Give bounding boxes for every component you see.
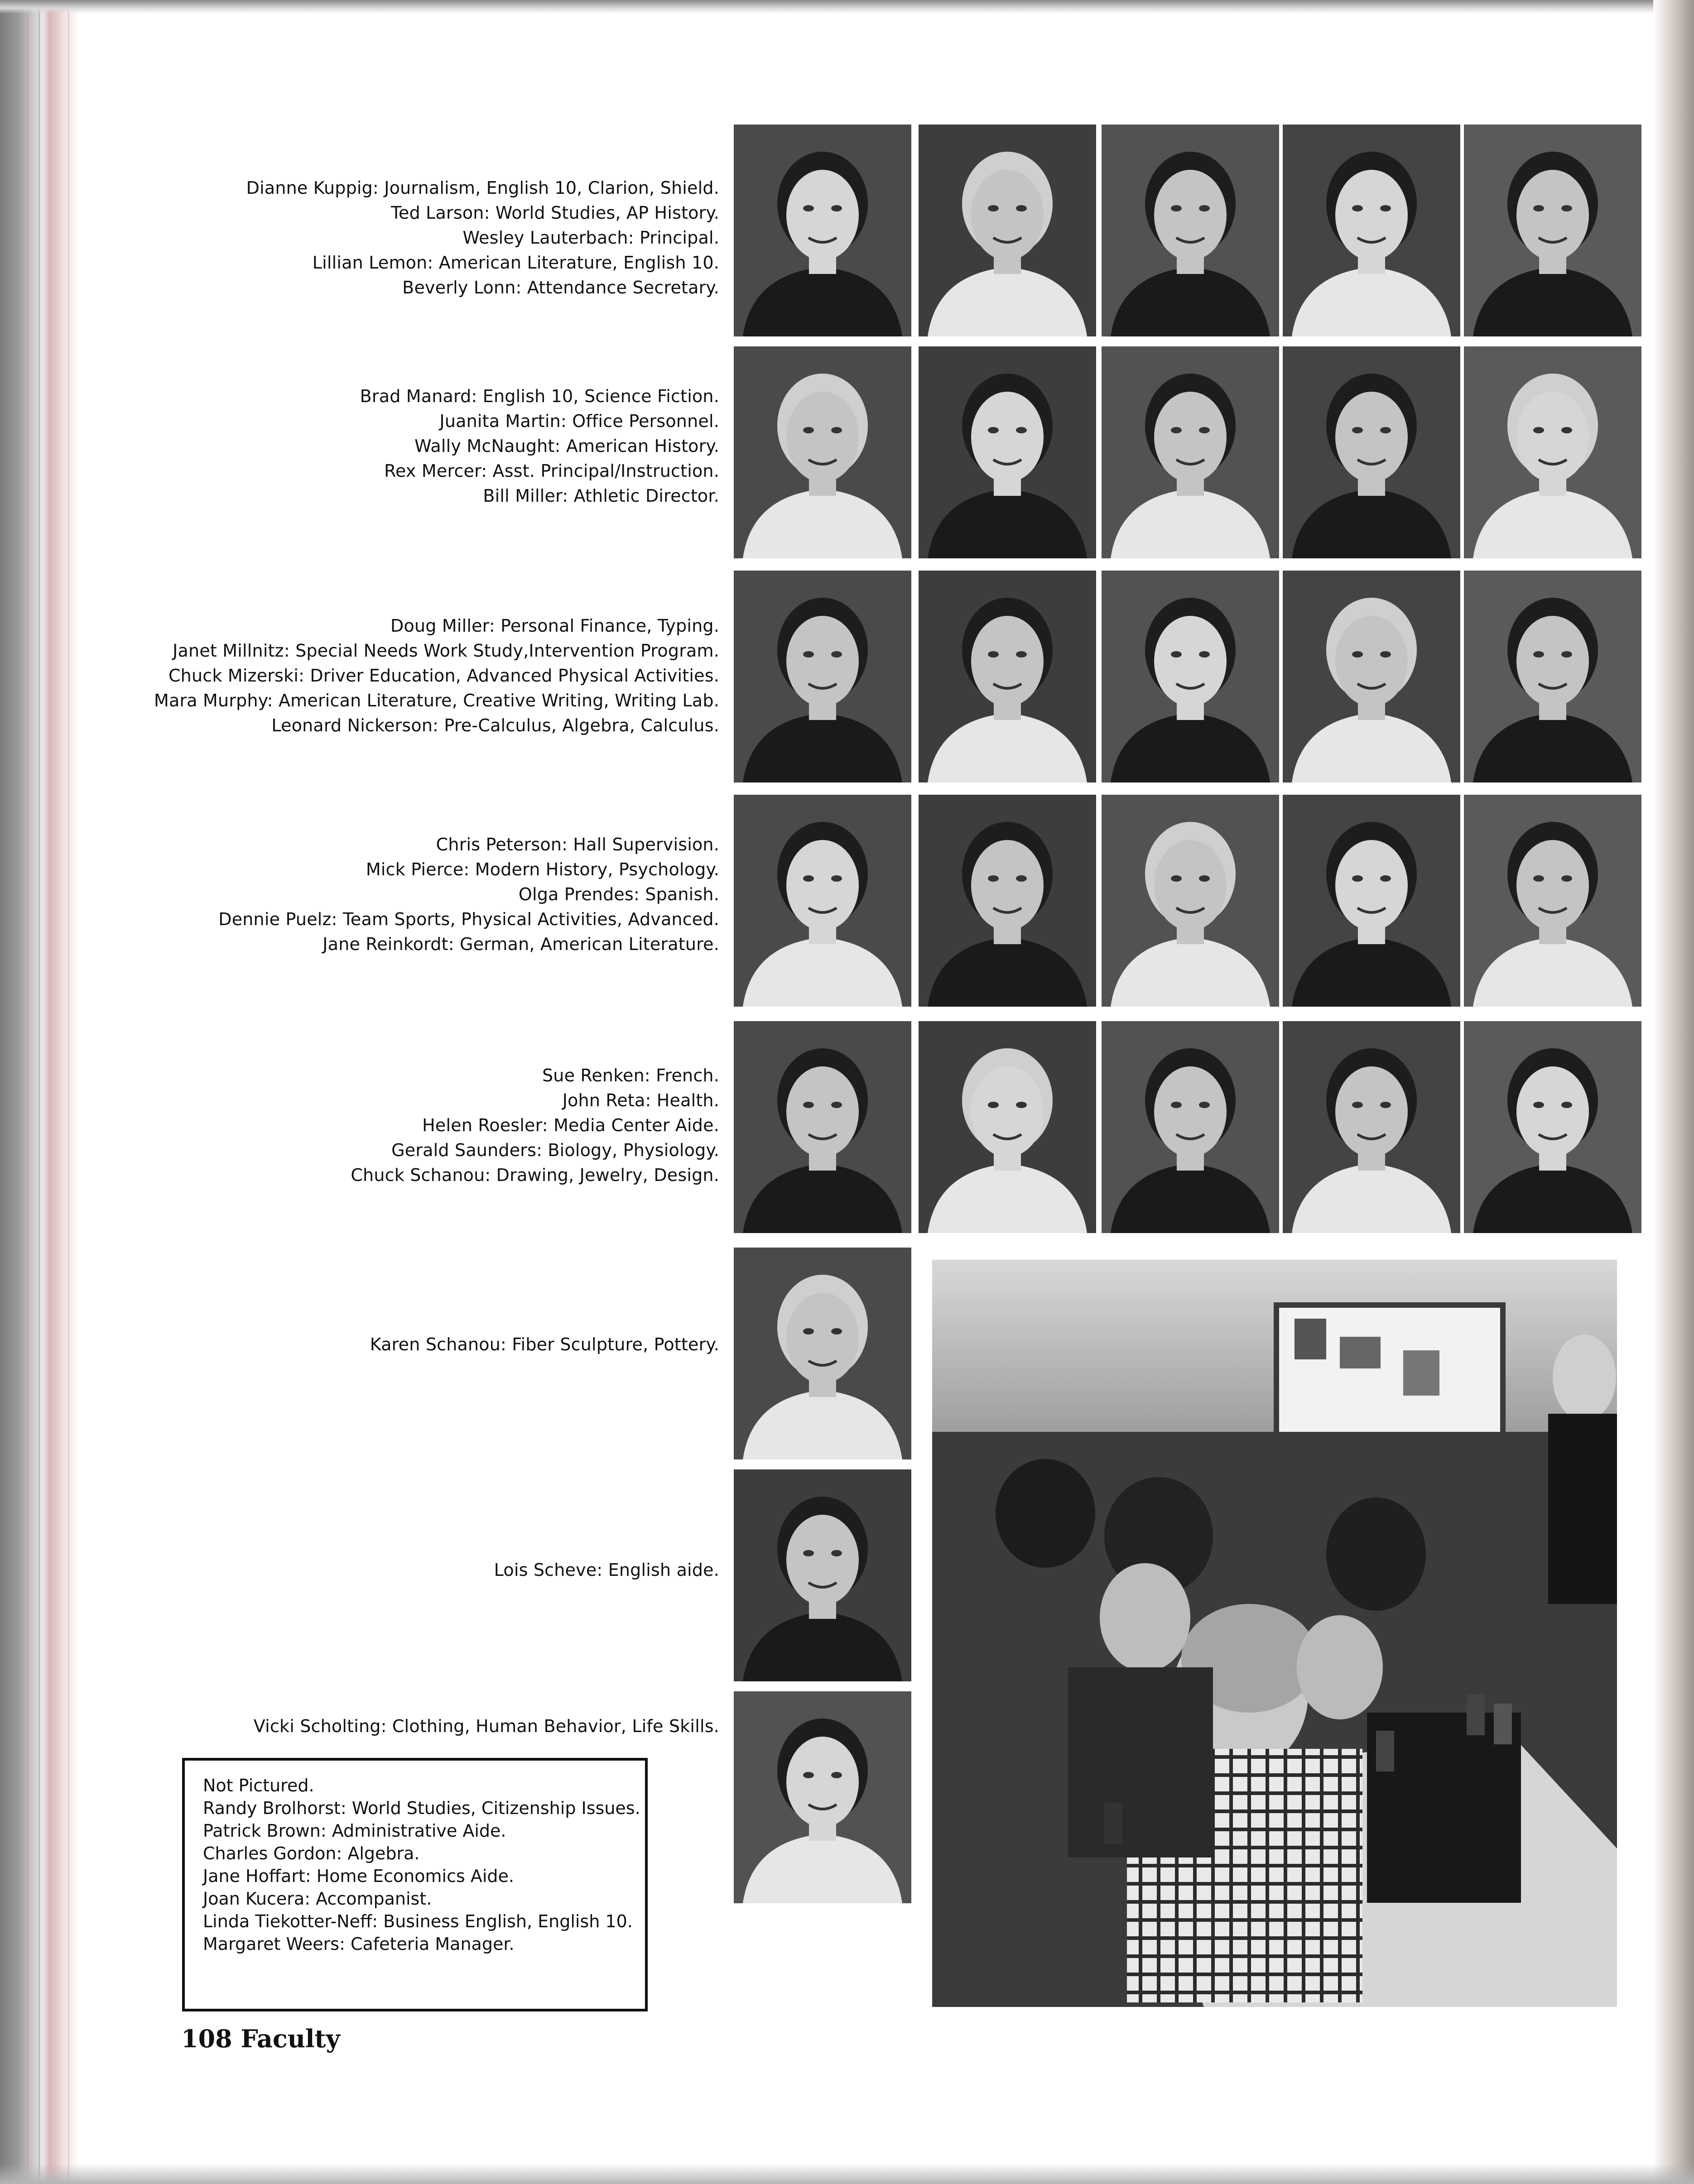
faculty-portrait: [1283, 1021, 1460, 1233]
not-pictured-heading: Not Pictured.: [203, 1776, 314, 1795]
caption-single-3: [254, 1714, 719, 1739]
faculty-portrait: [734, 571, 911, 782]
faculty-portrait: [1102, 571, 1279, 782]
caption-line: Helen Roesler: Media Center Aide.: [422, 1115, 719, 1135]
faculty-portrait: [734, 1469, 911, 1681]
caption-line: Chris Peterson: Hall Supervision.: [436, 835, 719, 854]
caption-line: Juanita Martin: Office Personnel.: [439, 411, 719, 431]
faculty-portrait: [734, 1248, 911, 1459]
caption-block-row-2: [360, 384, 719, 509]
caption-line: Karen Schanou: Fiber Sculpture, Pottery.: [370, 1334, 719, 1354]
caption-line: Sue Renken: French.: [542, 1066, 719, 1085]
faculty-portrait: [1283, 795, 1460, 1007]
caption-line: Chuck Mizerski: Driver Education, Advanced Physical Activities.: [168, 666, 719, 686]
faculty-portrait: [1102, 125, 1279, 336]
faculty-portrait: [1464, 571, 1641, 782]
faculty-portrait: [919, 795, 1096, 1007]
caption-line: Leonard Nickerson: Pre-Calculus, Algebra, Calculus.: [271, 715, 719, 735]
faculty-portrait: [734, 1691, 911, 1903]
caption-line: Chuck Schanou: Drawing, Jewelry, Design.: [351, 1165, 719, 1185]
caption-line: Dianne Kuppig: Journalism, English 10, Clarion, Shield.: [246, 178, 719, 198]
faculty-portrait: [734, 795, 911, 1007]
candid-cafeteria-photo: [932, 1260, 1617, 2007]
book-binding: [0, 0, 88, 2184]
faculty-portrait: [1464, 346, 1641, 558]
faculty-portrait: [919, 1021, 1096, 1233]
not-pictured-item: Randy Brolhorst: World Studies, Citizenship Issues.: [203, 1798, 640, 1818]
caption-line: Wesley Lauterbach: Principal.: [462, 228, 719, 248]
caption-line: Lillian Lemon: American Literature, English 10.: [312, 253, 719, 273]
caption-line: Mara Murphy: American Literature, Creative Writing, Writing Lab.: [154, 691, 719, 710]
faculty-portrait: [919, 346, 1096, 558]
caption-line: Olga Prendes: Spanish.: [518, 884, 719, 904]
faculty-portrait: [919, 125, 1096, 336]
caption-line: Ted Larson: World Studies, AP History.: [391, 203, 719, 223]
not-pictured-item: Margaret Weers: Cafeteria Manager.: [203, 1934, 515, 1954]
not-pictured-item: Joan Kucera: Accompanist.: [203, 1889, 432, 1909]
caption-line: Doug Miller: Personal Finance, Typing.: [390, 616, 719, 636]
caption-line: Janet Millnitz: Special Needs Work Study,Intervention Program.: [173, 641, 719, 661]
caption-line: Brad Manard: English 10, Science Fiction.: [360, 386, 719, 406]
page-footer: 108 Faculty: [181, 2024, 340, 2053]
caption-line: Vicki Scholting: Clothing, Human Behavior, Life Skills.: [253, 1716, 719, 1736]
faculty-portrait: [1283, 571, 1460, 782]
caption-line: Gerald Saunders: Biology, Physiology.: [391, 1140, 719, 1160]
page-bottom-shadow: [0, 2164, 1694, 2184]
caption-block-row-1: [246, 176, 719, 300]
faculty-portrait: [1464, 1021, 1641, 1233]
faculty-portrait: [1102, 1021, 1279, 1233]
caption-line: Bill Miller: Athletic Director.: [483, 486, 719, 506]
faculty-portrait: [919, 571, 1096, 782]
faculty-portrait: [734, 125, 911, 336]
faculty-portrait: [1464, 125, 1641, 336]
not-pictured-item: Charles Gordon: Algebra.: [203, 1843, 420, 1863]
not-pictured-item: Linda Tiekotter-Neff: Business English, English 10.: [203, 1911, 633, 1931]
caption-single-2: [494, 1558, 719, 1583]
faculty-portrait: [1102, 346, 1279, 558]
faculty-portrait: [1464, 795, 1641, 1007]
caption-line: Rex Mercer: Asst. Principal/Instruction.: [384, 461, 719, 481]
faculty-portrait: [1283, 125, 1460, 336]
caption-block-row-3: [154, 614, 719, 738]
caption-block-row-4: [218, 832, 719, 957]
faculty-portrait: [734, 346, 911, 558]
faculty-portrait: [1102, 795, 1279, 1007]
caption-line: Dennie Puelz: Team Sports, Physical Activities, Advanced.: [218, 909, 719, 929]
caption-line: Lois Scheve: English aide.: [494, 1560, 719, 1580]
not-pictured-box: [182, 1758, 648, 2011]
page-top-shadow: [0, 0, 1694, 14]
faculty-portrait: [734, 1021, 911, 1233]
faculty-portrait: [1283, 346, 1460, 558]
caption-line: Jane Reinkordt: German, American Literature.: [322, 934, 719, 954]
caption-line: Wally McNaught: American History.: [414, 436, 719, 456]
caption-single-1: [370, 1332, 719, 1357]
page-right-edge: [1653, 0, 1694, 2184]
caption-block-row-5: [351, 1063, 719, 1188]
caption-line: John Reta: Health.: [562, 1090, 719, 1110]
not-pictured-item: Patrick Brown: Administrative Aide.: [203, 1821, 506, 1841]
not-pictured-item: Jane Hoffart: Home Economics Aide.: [203, 1866, 514, 1886]
caption-line: Beverly Lonn: Attendance Secretary.: [402, 278, 719, 298]
caption-line: Mick Pierce: Modern History, Psychology.: [366, 859, 719, 879]
